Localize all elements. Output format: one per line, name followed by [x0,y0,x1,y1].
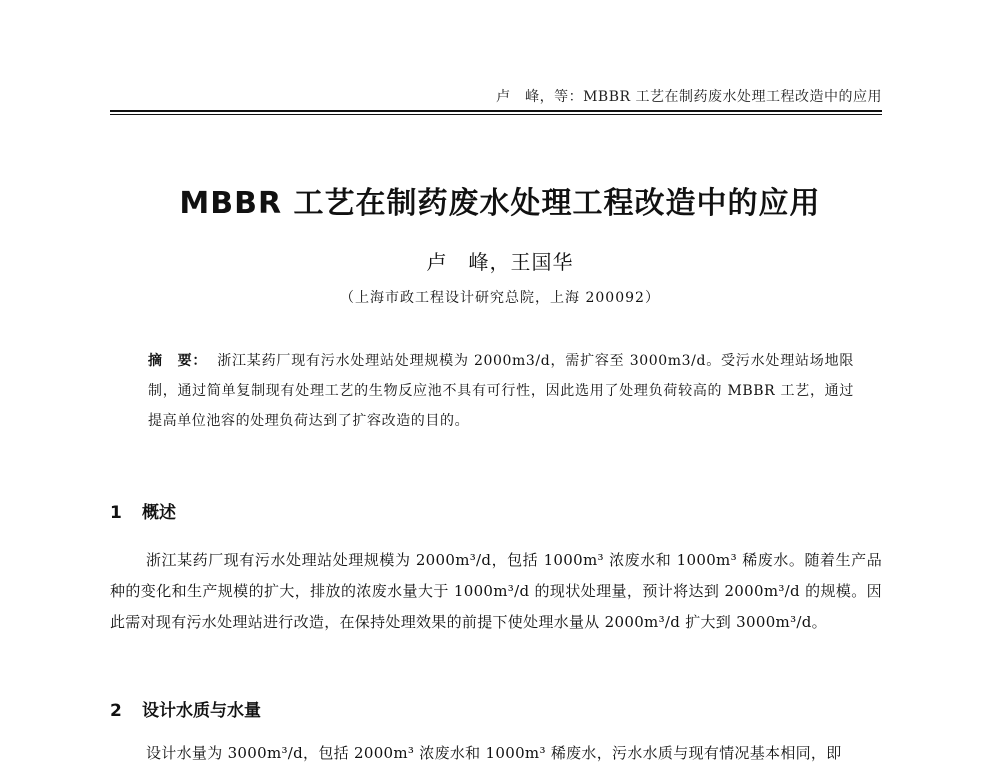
header-rule [110,110,882,115]
section-heading-overview [110,498,176,523]
section-number: 1 [110,503,122,523]
section-heading-design-water [110,696,261,721]
authors: 卢 峰，王国华 [426,250,574,274]
affiliation: （上海市政工程设计研究总院，上海 200092） [340,290,660,306]
section-title: 设计水质与水量 [142,701,261,721]
section-number: 2 [110,701,122,721]
paper-title: MBBR 工艺在制药废水处理工程改造中的应用 [179,186,821,221]
abstract-text: 浙江某药厂现有污水处理站处理规模为 2000m3/d，需扩容至 3000m3/d。受污水处理站场地限制，通过简单复制现有处理工艺的生物反应池不具有可行性，因此选用了处理负荷较高的 MBBR 工艺，通过提高单位池容的处理负荷达到了扩容改造的目的。 [148,353,854,429]
abstract [148,346,854,436]
running-header: 卢 峰，等：MBBR 工艺在制药废水处理工程改造中的应用 [496,89,882,105]
abstract-label: 摘 要： [148,353,208,369]
section-title: 概述 [142,503,176,523]
section-paragraph: 设计水量为 3000m³/d，包括 2000m³ 浓废水和 1000m³ 稀废水，污水水质与现有情况基本相同，即 [146,744,842,762]
section-paragraph: 浙江某药厂现有污水处理站处理规模为 2000m³/d，包括 1000m³ 浓废水和 1000m³ 稀废水。随着生产品种的变化和生产规模的扩大，排放的浓废水量大于 1000m³/d 的现状处理量，预计将达到 2000m³/d 的规模。因此需对现有污水处理站进行改造，在保持处理效果的前提下使处理水量从 2000m³/d 扩大到 3000m³/d。 [110,551,882,631]
